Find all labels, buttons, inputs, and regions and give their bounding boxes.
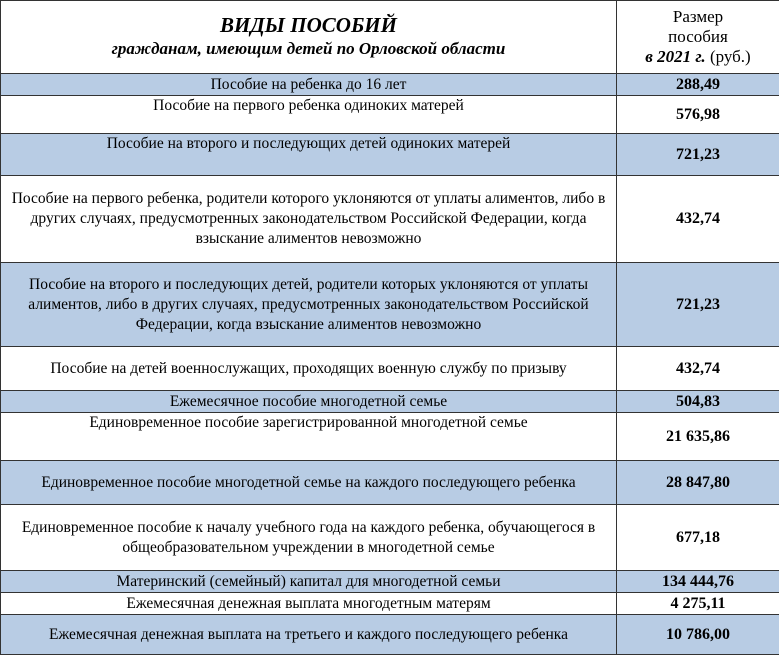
table-subtitle: гражданам, имеющим детей по Орловской области [5, 37, 612, 61]
table-row [1, 615, 779, 655]
table-row [1, 505, 779, 571]
benefit-amount: 432,74 [617, 176, 779, 263]
benefit-name: Пособие на первого ребенка, родители которого уклоняются от уплаты алиментов, либо в других случаях, предусмотренных законодательством Российской Федерации, когда взыскание алиментов невозможно [1, 176, 617, 263]
benefit-name: Ежемесячная денежная выплата многодетным матерям [1, 593, 617, 615]
benefit-amount: 576,98 [617, 96, 779, 134]
benefit-amount: 432,74 [617, 347, 779, 391]
benefit-name: Пособие на детей военнослужащих, проходящих военную службу по призыву [1, 347, 617, 391]
benefit-name: Пособие на первого ребенка одиноких матерей [1, 96, 617, 134]
benefit-name: Единовременное пособие многодетной семье на каждого последующего ребенка [1, 461, 617, 505]
benefit-amount: 10 786,00 [617, 615, 779, 655]
benefit-name: Ежемесячное пособие многодетной семье [1, 391, 617, 413]
table-row [1, 461, 779, 505]
table-row [1, 571, 779, 593]
benefit-amount: 134 444,76 [617, 571, 779, 593]
benefit-name: Пособие на второго и последующих детей одиноких матерей [1, 134, 617, 176]
benefit-amount: 21 635,86 [617, 413, 779, 461]
amount-header-unit: (руб.) [706, 47, 751, 66]
amount-header-line1: Размер [673, 7, 723, 26]
benefit-amount: 504,83 [617, 391, 779, 413]
table-row [1, 134, 779, 176]
benefit-name: Единовременное пособие зарегистрированной многодетной семье [1, 413, 617, 461]
benefit-amount: 28 847,80 [617, 461, 779, 505]
table-row [1, 263, 779, 347]
amount-header-year: в 2021 г. [645, 47, 705, 66]
benefit-amount: 721,23 [617, 134, 779, 176]
amount-header-cell [617, 1, 779, 74]
benefit-amount: 677,18 [617, 505, 779, 571]
benefit-name: Пособие на ребенка до 16 лет [1, 74, 617, 96]
table-row [1, 347, 779, 391]
table-row [1, 74, 779, 96]
table-row [1, 593, 779, 615]
table-row [1, 96, 779, 134]
amount-header-line2: пособия [668, 27, 728, 46]
table-row [1, 176, 779, 263]
benefit-name: Пособие на второго и последующих детей, родители которых уклоняются от уплаты алиментов, либо в других случаях, предусмотренных законодательством Российской Федерации, когда взыскание алиментов невозможно [1, 263, 617, 347]
benefit-name: Ежемесячная денежная выплата на третьего и каждого последующего ребенка [1, 615, 617, 655]
table-row [1, 391, 779, 413]
benefit-amount: 721,23 [617, 263, 779, 347]
benefit-name: Единовременное пособие к началу учебного года на каждого ребенка, обучающегося в общеобразовательном учреждении в многодетной семье [1, 505, 617, 571]
table-header-row [1, 1, 779, 74]
benefit-amount: 288,49 [617, 74, 779, 96]
benefit-name: Материнский (семейный) капитал для многодетной семьи [1, 571, 617, 593]
header-title-cell [1, 1, 617, 74]
table-title: ВИДЫ ПОСОБИЙ [5, 13, 612, 37]
table-row [1, 413, 779, 461]
benefit-amount: 4 275,11 [617, 593, 779, 615]
